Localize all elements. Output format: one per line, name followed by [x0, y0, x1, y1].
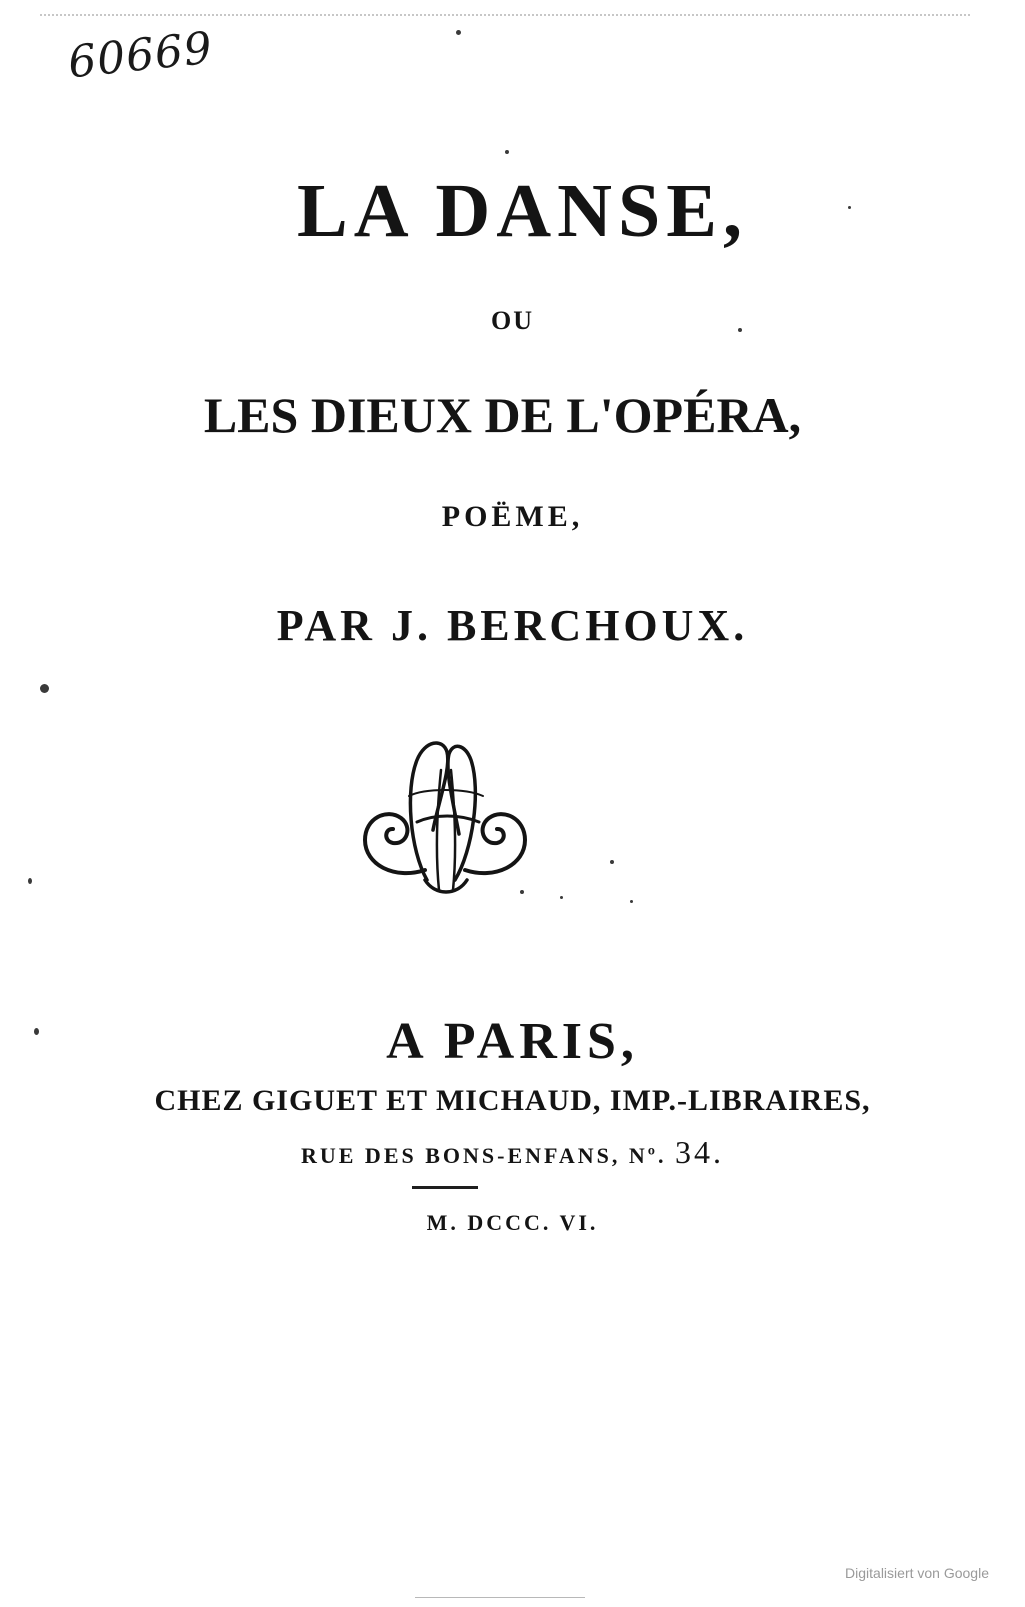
imprint-city: A PARIS, [386, 1013, 639, 1070]
scan-speck [40, 684, 49, 693]
imprint-address [0, 1134, 1025, 1171]
book-title: LA DANSE, [297, 169, 748, 253]
monogram-ornament [355, 730, 535, 900]
imprint-divider [412, 1186, 478, 1189]
book-subtitle: LES DIEUX DE L'OPÉRA, [203, 387, 802, 443]
scan-speck [848, 206, 851, 209]
scan-speck [34, 1028, 39, 1035]
scan-speck [28, 878, 32, 884]
scan-speck [520, 890, 524, 894]
imprint-street: RUE DES BONS-ENFANS, Nº. [300, 1143, 667, 1168]
scan-edge-noise [40, 0, 970, 16]
scan-speck [505, 150, 509, 154]
genre-label: POËME, [441, 500, 584, 533]
imprint-date: M. DCCC. VI. [426, 1210, 599, 1235]
scan-speck [738, 328, 742, 332]
title-conjunction: OU [491, 306, 534, 335]
author-line: PAR J. BERCHOUX. [276, 601, 749, 650]
digitization-credit: Digitalisiert von Google [845, 1565, 989, 1581]
scan-speck [610, 860, 614, 864]
scan-speck [456, 30, 461, 35]
scan-speck [630, 900, 633, 903]
scan-speck [560, 896, 563, 899]
imprint-street-number: 34. [675, 1134, 724, 1170]
bottom-divider [415, 1597, 585, 1598]
handwritten-shelfmark: 60669 [65, 22, 216, 89]
imprint-publisher: CHEZ GIGUET ET MICHAUD, IMP.-LIBRAIRES, [154, 1084, 871, 1117]
